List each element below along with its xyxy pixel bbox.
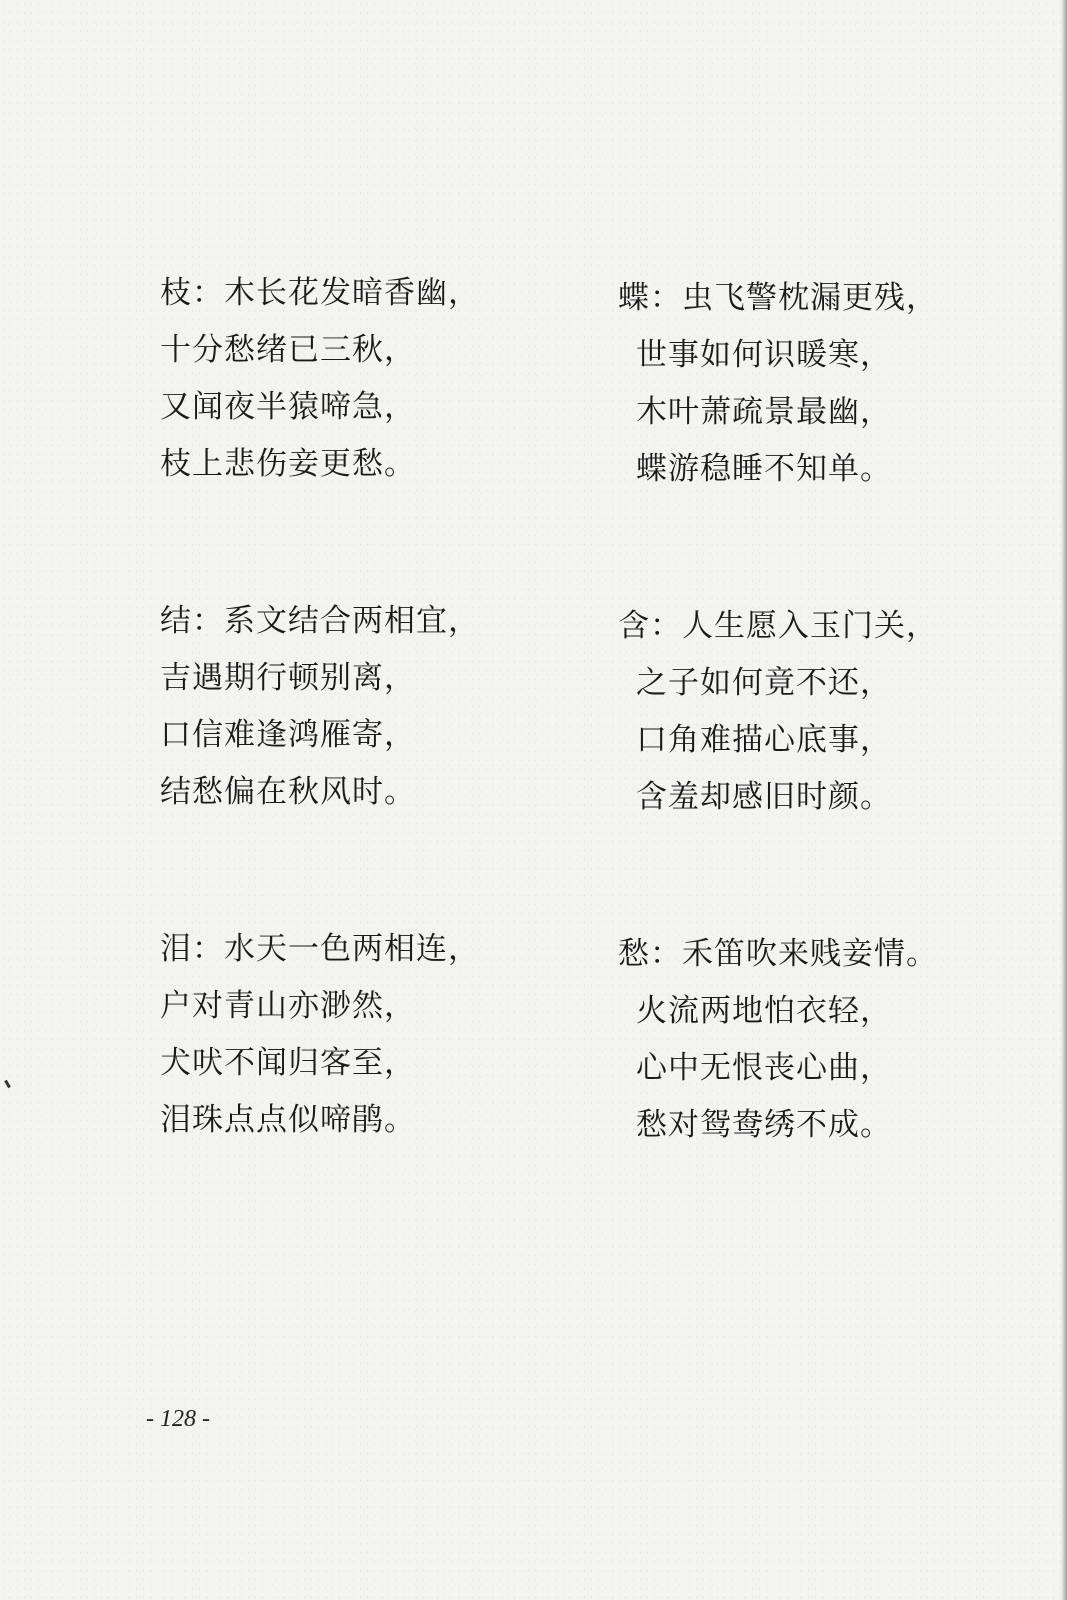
poem-lei (160, 921, 500, 1149)
poem-line: 愁：禾笛吹来贱妾情。 (618, 936, 938, 972)
poem-zhi (160, 265, 500, 493)
poem-line: 蝶游稳睡不知单。 (636, 451, 892, 487)
poem-line: 木叶萧疏景最幽， (636, 394, 892, 430)
left-poem-column (160, 265, 500, 1249)
poem-line: 愁对鸳鸯绣不成。 (636, 1107, 892, 1143)
poem-line: 泪珠点点似啼鹃。 (160, 1102, 416, 1138)
page-number: - 128 - (146, 1406, 210, 1432)
poem-line: 含：人生愿入玉门关， (618, 608, 938, 644)
poem-line: 心中无恨丧心曲， (636, 1050, 892, 1086)
scan-speck (4, 1080, 11, 1088)
poem-han (618, 598, 958, 826)
poem-line: 结：系文结合两相宜， (160, 603, 480, 639)
poem-die (618, 270, 958, 498)
poem-line: 十分愁绪已三秋， (160, 332, 416, 368)
poem-line: 泪：水天一色两相连， (160, 931, 480, 967)
poem-line: 枝：木长花发暗香幽， (160, 275, 480, 311)
poem-line: 世事如何识暖寒， (636, 337, 892, 373)
poem-line: 口角难描心底事， (636, 722, 892, 758)
right-poem-column (618, 270, 958, 1254)
poem-line: 火流两地怕衣轻， (636, 993, 892, 1029)
poem-jie (160, 593, 500, 821)
scan-edge-shadow (1061, 0, 1067, 1600)
poem-line: 之子如何竟不还， (636, 665, 892, 701)
poem-chou (618, 926, 958, 1154)
poem-line: 含羞却感旧时颜。 (636, 779, 892, 815)
poem-line: 犬吠不闻归客至， (160, 1045, 416, 1081)
poem-line: 结愁偏在秋风时。 (160, 774, 416, 810)
poem-line: 口信难逢鸿雁寄， (160, 717, 416, 753)
poem-line: 枝上悲伤妾更愁。 (160, 446, 416, 482)
poem-line: 蝶：虫飞警枕漏更残， (618, 280, 938, 316)
poem-line: 户对青山亦渺然， (160, 988, 416, 1024)
poem-line: 吉遇期行顿别离， (160, 660, 416, 696)
poem-line: 又闻夜半猿啼急， (160, 389, 416, 425)
